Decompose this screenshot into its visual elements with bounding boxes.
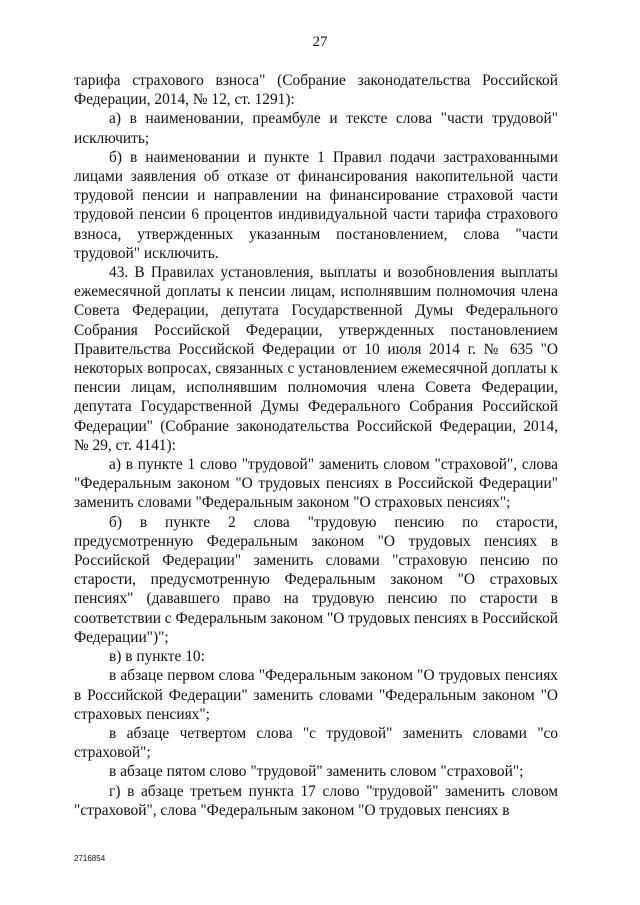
paragraph-10: г) в абзаце третьем пункта 17 слово "трудовой" заменить словом "страховой", слова "Федеральным законом "О трудовых пенсиях в xyxy=(74,782,558,819)
paragraph-8: в абзаце четвертом слова "с трудовой" заменить словами "со страховой"; xyxy=(74,724,558,762)
paragraph-5: б) в пункте 2 слова "трудовую пенсию по старости, предусмотренную Федеральным законом "О трудовых пенсиях в Российской Федерации" заменить словами "страховую пенсию по старости, предусмотренную Федеральным законом "О страховых пенсиях" (дававшего право на трудовую пенсию по старости в соответствии с Федеральным законом "О трудовых пенсиях в Российской Федерации")"; xyxy=(74,513,558,646)
page-number: 27 xyxy=(312,34,328,50)
paragraph-7: в абзаце первом слова "Федеральным законом "О трудовых пенсиях в Российской Федерации" заменить словами "Федеральным законом "О страховых пенсиях"; xyxy=(74,667,558,723)
paragraph-4: а) в пункте 1 слово "трудовой" заменить словом "страховой", слова "Федеральным законом "О трудовых пенсиях в Российской Федерации" заменить словами "Федеральным законом "О страховых пенсиях"; xyxy=(74,456,558,512)
document-id: 2716854 xyxy=(74,854,106,863)
paragraph-2: б) в наименовании и пункте 1 Правил подачи застрахованными лицами заявления об отказе от финансирования накопительной части трудовой пенсии и направлении на финансирование страховой части трудовой пенсии 6 процентов индивидуальной части тарифа страхового взноса, утвержденных указанным постановлением, слова "части трудовой" исключить. xyxy=(74,148,558,262)
paragraph-0: тарифа страхового взноса" (Собрание законодательства Российской Федерации, 2014, № 12, ст. 1291): xyxy=(74,72,558,109)
document-body xyxy=(74,71,558,820)
paragraph-1: а) в наименовании, преамбуле и тексте слова "части трудовой" исключить; xyxy=(74,110,558,147)
paragraph-9: в абзаце пятом слово "трудовой" заменить словом "страховой"; xyxy=(109,763,524,781)
paragraph-6: в) в пункте 10: xyxy=(109,648,205,666)
paragraph-3: 43. В Правилах установления, выплаты и возобновления выплаты ежемесячной доплаты к пенсии лицам, исполнявшим полномочия члена Совета Федерации, депутата Государственной Думы Федерального Собрания Российской Федерации, утвержденных постановлением Правительства Российской Федерации от 10 июля 2014 г. № 635 "О некоторых вопросах, связанных с установлением ежемесячной доплаты к пенсии лицам, исполнявшим полномочия члена Совета Федерации, депутата Государственной Думы Федерального Собрания Российской Федерации" (Собрание законодательства Российской Федерации, 2014, № 29, ст. 4141): xyxy=(74,264,558,454)
